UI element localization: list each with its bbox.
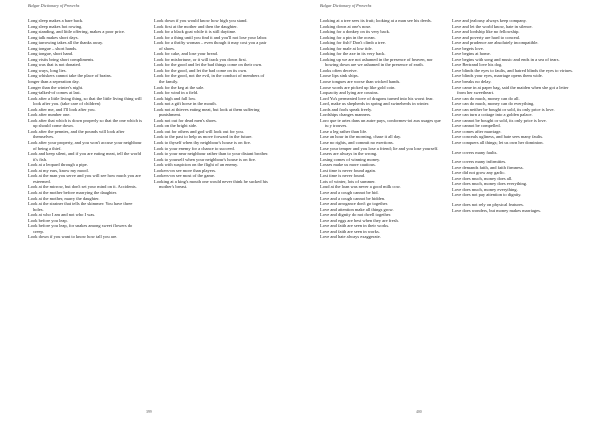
proverb-entry: Love and lordship like no fellowship. bbox=[452, 29, 520, 35]
proverb-entry: Look with suspicion on the flight of an enemy. bbox=[154, 162, 239, 168]
proverb-entry: Lordships changes manners. bbox=[320, 112, 372, 118]
proverb-entry: Look for the good, not the evil, in the conduct of members of the family. bbox=[154, 73, 265, 85]
proverb-entry: Love breaks no delay. bbox=[452, 79, 492, 85]
proverb-entry: Looking at a tree sees its fruit; looking at a man see his deeds. bbox=[320, 18, 432, 23]
proverb-entry: Love begins with song and music and ends in a sea of tears. bbox=[452, 56, 560, 62]
proverb-entry: Lots of winter, lots of summer. bbox=[320, 178, 376, 184]
proverb-entry: Long talk makes short days. bbox=[28, 34, 79, 40]
proverb-entry: Lookers-on see more than players. bbox=[154, 167, 217, 173]
proverb-entry: Love and jealousy always keep company. bbox=[452, 18, 527, 23]
proverb-entry: Look at my ears, know my mood. bbox=[28, 167, 89, 173]
proverb-entry: Looking for a pin in the ocean. bbox=[320, 34, 376, 40]
proverb-entry: Long-talked-of comes at last. bbox=[28, 90, 81, 96]
proverb-entry: Lord Yu's permeated love of dragons turned into his worst fear. bbox=[320, 95, 434, 101]
proverb-entry: Love came in at paper bag, said the maiden when she got a letter from her sweetheart. bbox=[452, 84, 569, 96]
proverb-entry: Look to thyself when thy neighbour's house is on fire. bbox=[154, 140, 252, 146]
proverb-entry: Look for a thing until you find it and you'll not lose your labor. bbox=[154, 34, 268, 40]
proverb-entry: Looking for fish? Don't climb a tree. bbox=[320, 40, 386, 46]
proverb-entry: Love does much, money does all. bbox=[452, 175, 513, 181]
proverb-entry: Look at the strainer that tells the skimmer: You have three holes. bbox=[28, 201, 133, 212]
proverb-entry: Long sleep makes a bare back. bbox=[28, 18, 84, 23]
proverb-entry: Look to the past to help us move forward in the future. bbox=[154, 134, 253, 140]
proverb-entry: Lose your temper and you lose a friend; lie and you lose yourself. bbox=[320, 145, 439, 151]
proverb-entry: Losing comes of winning money. bbox=[320, 156, 381, 162]
right-page-columns bbox=[320, 18, 574, 240]
right-page bbox=[300, 0, 600, 424]
proverb-entry: Looking for the axe in its very back. bbox=[320, 51, 386, 57]
proverb-entry: Loose words are picked up like gold coin. bbox=[320, 84, 396, 90]
proverb-entry: Love blinds the eyes to faults, and hatred blinds the eyes to virtues. bbox=[452, 67, 573, 73]
proverb-entry: Long was that is not donated. bbox=[28, 62, 81, 68]
proverb-entry: Long tarrowing takes all the thanks away. bbox=[28, 40, 104, 46]
proverb-entry: Look at who I am and not who I was. bbox=[28, 212, 96, 218]
proverb-entry: Look for the good and let the bad things come on their own. bbox=[154, 62, 263, 68]
proverb-entry: Look after the pennies, and the pounds will look after themselves. bbox=[28, 128, 125, 140]
proverb-entry: Love can do much, money can do all. bbox=[452, 95, 520, 101]
proverb-entry: Love does wonders, but money makes marriages. bbox=[452, 207, 541, 213]
proverb-entry: Losers are always in the wrong. bbox=[320, 151, 378, 157]
proverb-entry: Look for the good, and let the bad come on its own. bbox=[154, 67, 248, 73]
proverb-entry: Love and dignity do not dwell together. bbox=[320, 212, 392, 218]
proverb-entry: Look after a little living thing, so that the little living thing will look after you. (take care of children) bbox=[28, 95, 142, 107]
proverb-entry: Look first at the mother and then the daughter. bbox=[154, 23, 238, 29]
proverb-entry: Lost time is never found again. bbox=[320, 167, 376, 173]
proverb-entry: Love does not rely on physical features. bbox=[452, 201, 524, 207]
proverb-entry: Love and poverty are hard to conceal. bbox=[452, 34, 521, 40]
left-column-2 bbox=[154, 18, 270, 240]
proverb-entry: Love and hate always exaggerate. bbox=[320, 234, 381, 240]
proverb-entry: Look to yourself when your neighbour's house is on fire. bbox=[154, 156, 257, 162]
proverb-entry: Look at the man you serve and you will see how much you are esteemed. bbox=[28, 173, 141, 184]
proverb-entry: Love covers many infirmities. bbox=[452, 159, 507, 165]
proverb-entry: Love conceals ugliness, and hate sees many faults. bbox=[452, 134, 544, 140]
proverb-entry: Lose an hour in the morning, chase it all day. bbox=[320, 134, 402, 140]
proverb-entry: Look not out for dead men's shoes. bbox=[154, 117, 217, 123]
proverb-entry: Love and arrogance don't go together. bbox=[320, 201, 389, 207]
proverb-entry: Look for the keg at the sale. bbox=[154, 84, 205, 90]
proverb-entry: Look out for others and god will look out for you. bbox=[154, 128, 244, 134]
proverb-entry: Look for a thrifty woman – even though it may cost you a pair of shoes. bbox=[154, 40, 267, 51]
proverb-entry: Losses make us more cautious. bbox=[320, 162, 376, 168]
proverb-entry: Love does much, money everything. bbox=[452, 186, 518, 192]
proverb-entry: Look for a black goat while it is still daytime. bbox=[154, 29, 237, 35]
left-column-1 bbox=[28, 18, 144, 240]
proverb-entry: Love and faith are seen in works. bbox=[320, 228, 380, 234]
proverb-entry: Lookers-on see most of the game. bbox=[154, 173, 215, 179]
proverb-entry: Love conquers all things; let us own her dominion. bbox=[452, 140, 544, 146]
proverb-entry: Looks often deceive. bbox=[320, 67, 358, 73]
proverb-entry: Look to your near neighbour rather than to your distant brother. bbox=[154, 151, 269, 157]
page-number: 399 bbox=[146, 410, 152, 414]
proverb-entry: Love Bertrand love his dog. bbox=[452, 62, 503, 68]
proverb-entry: Love comes after marriage. bbox=[452, 128, 502, 134]
right-column-1 bbox=[320, 18, 442, 240]
proverb-entry: Look after me, and I'll look after you. bbox=[28, 106, 96, 112]
proverb-entry: Look after that which is down properly so that the one which is up should come down. bbox=[28, 117, 142, 129]
proverb-entry: Look for cake, and lose your bread. bbox=[154, 51, 218, 57]
proverb-entry: Loud at the loan was never a good milk cow. bbox=[320, 184, 401, 190]
proverb-entry: Loose tongues are worse than wicked hands. bbox=[320, 79, 401, 85]
proverb-entry: Look down if you want to know how tall you are. bbox=[28, 234, 118, 240]
proverb-entry: Love and a cough cannot be hid. bbox=[320, 189, 379, 195]
proverb-entry: Love cannot be compelled. bbox=[452, 123, 501, 129]
proverb-entry: Love cannot be bought or sold, its only price is love. bbox=[452, 117, 547, 123]
proverb-entry: Love does much, money does everything. bbox=[452, 181, 528, 187]
proverb-entry: Love can neither be bought or sold, its only price is love. bbox=[452, 106, 555, 112]
proverb-entry: Lost time is never found. bbox=[320, 173, 366, 179]
proverb-entry: Lose no rights, and commit no exertions. bbox=[320, 140, 394, 146]
proverb-entry: Love begins at home. bbox=[452, 51, 491, 57]
proverb-entry: Long tongue – short hands. bbox=[28, 45, 78, 51]
proverb-entry: Longer than the winter's night. bbox=[28, 84, 84, 90]
proverb-entry: Look before you leap, for snakes among sweet flowers do creep. bbox=[28, 223, 133, 234]
proverb-entry: Long sleep makes hot rowing. bbox=[28, 23, 83, 29]
proverb-entry: Love begets love. bbox=[452, 45, 484, 51]
proverb-entry: Long visits bring short compliments. bbox=[28, 56, 95, 62]
proverb-entry: Love can do much, money can do everything. bbox=[452, 101, 535, 107]
proverb-entry: Love covers many faults. bbox=[452, 149, 498, 155]
proverb-entry: Look at a leopard through a pipe. bbox=[28, 162, 88, 168]
proverb-entry: Love did not grow any garlic. bbox=[452, 170, 506, 176]
proverb-entry: longer than a seperation day. bbox=[28, 79, 80, 85]
proverb-entry: Love and prudence are absolutely incompatible. bbox=[452, 40, 539, 46]
proverb-entry: Look on the bright side. bbox=[154, 123, 198, 129]
proverb-entry: Look to your enemy for a chance to succeed. bbox=[154, 145, 235, 151]
proverb-entry: Lords and fools speak freely. bbox=[320, 106, 373, 112]
proverb-entry: Long ways, long lies. bbox=[28, 67, 67, 73]
left-page-columns bbox=[28, 18, 270, 240]
right-column-2 bbox=[452, 18, 574, 240]
proverb-entry: Love and eggs are best when they are fresh. bbox=[320, 217, 399, 223]
proverb-entry: Loro que te artes dans un autre pays, conformes-toi aux usages que tu y trouves. bbox=[320, 117, 441, 129]
proverb-entry: Look not at thieves eating meat, but look at them suffering punishment. bbox=[154, 106, 260, 118]
proverb-entry: Lord, make us shepherds in spring and swineherds in winter. bbox=[320, 101, 430, 107]
proverb-entry: Look for wind in a field. bbox=[154, 90, 199, 96]
proverb-entry: Looking for a donkey on its very back. bbox=[320, 29, 390, 35]
proverb-entry: Look after your property, and you won't accuse your neighbour of being a thief. bbox=[28, 140, 142, 151]
proverb-entry: Look down if you would know how high you stand. bbox=[154, 18, 248, 23]
proverb-entry: Love and faith are seen in their works. bbox=[320, 223, 390, 229]
proverb-entry: Look after number one. bbox=[28, 112, 71, 118]
proverb-entry: Looking at a king's mouth one would never think he sucked his mother's breast. bbox=[154, 178, 268, 190]
proverb-entry: Lose a leg rather than life. bbox=[320, 128, 368, 134]
page-number: 400 bbox=[416, 410, 422, 414]
proverb-entry: Look for misfortune, or it will track you down first. bbox=[154, 56, 247, 62]
proverb-entry: Love and let the world know, hate in silence. bbox=[452, 23, 533, 29]
proverb-entry: Look not a gift horse in the mouth. bbox=[154, 101, 217, 107]
proverb-entry: Long whiskers cannot take the place of brains. bbox=[28, 73, 112, 79]
proverb-entry: Look at the mirrow, but don't set your mind on it. Accidents. bbox=[28, 184, 137, 190]
proverb-entry: Look and keep silent, and if you are eating meat, tell the world it's fish. bbox=[28, 151, 141, 162]
proverb-entry: Looking down at one's nose. bbox=[320, 23, 372, 29]
proverb-entry: Looking up we are not ashamed in the presence of heaven, nor bowing down are we ashamed in the presence of earth. bbox=[320, 56, 433, 68]
running-head: Bulgar Dictionary of Proverbs bbox=[28, 3, 80, 8]
proverb-entry: Love demands faith, and faith firmness. bbox=[452, 164, 524, 170]
proverb-entry: Loose lips sink ships. bbox=[320, 73, 359, 79]
proverb-entry: Long standing, and little offering, makes a poor price. bbox=[28, 29, 126, 35]
proverb-entry: Love does not pay attention to dignity. bbox=[452, 192, 522, 198]
proverb-entry: Look before you leap. bbox=[28, 217, 68, 223]
proverb-entry: Look at the mother, marry the daughter. bbox=[28, 195, 100, 201]
proverb-entry: Loquacity and lying are cousins. bbox=[320, 90, 379, 96]
proverb-entry: Look at the mother before marrying the daughter. bbox=[28, 189, 117, 195]
proverb-entry: Love blinds your eyes, marriage opens them wide. bbox=[452, 73, 543, 79]
proverb-entry: Looking for male at low tide. bbox=[320, 45, 373, 51]
proverb-entry: Long tongue, short hand. bbox=[28, 51, 74, 57]
proverb-entry: Love and attention make all things grow. bbox=[320, 206, 394, 212]
proverb-entry: Love and a cough cannot be hidden. bbox=[320, 195, 386, 201]
running-head: Bulgar Dictionary of Proverbs bbox=[320, 3, 372, 8]
proverb-entry: Love can turn a cottage into a golden palace. bbox=[452, 112, 533, 118]
proverb-entry: Look high and fall low. bbox=[154, 95, 197, 101]
